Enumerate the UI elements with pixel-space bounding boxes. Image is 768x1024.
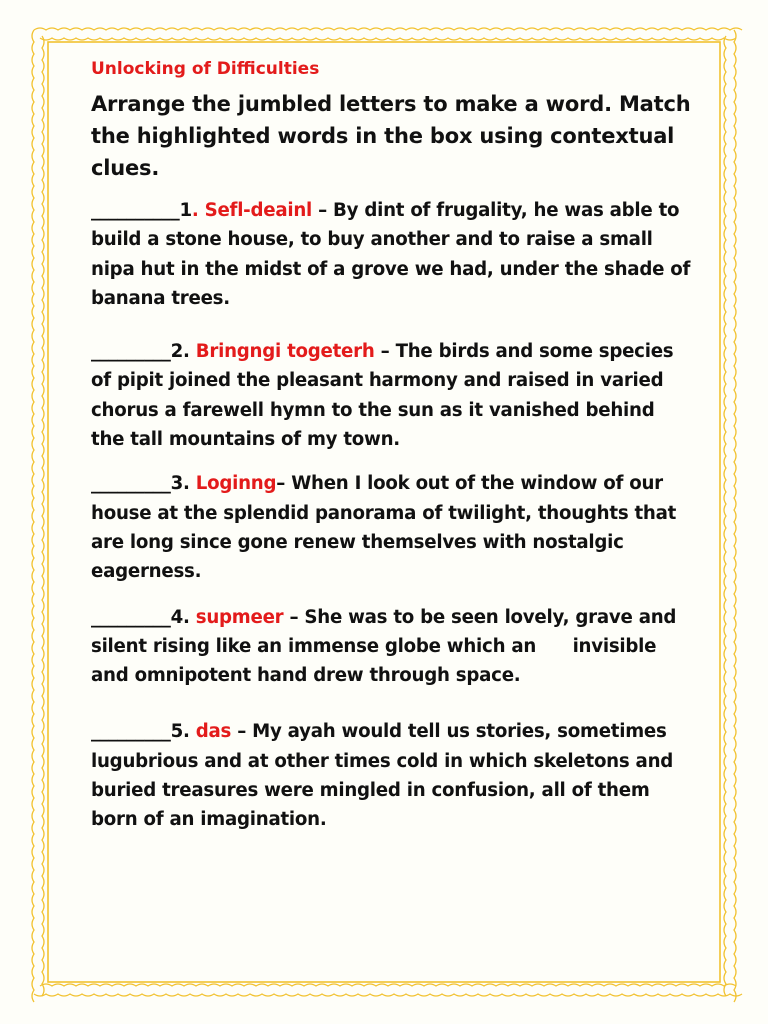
jumbled-word: Bringngi togeterh <box>189 341 375 363</box>
answer-blank[interactable]: _________ <box>91 341 171 363</box>
item-number: 4 <box>170 606 183 628</box>
answer-blank[interactable]: _________ <box>91 473 171 495</box>
worksheet-content <box>91 56 691 835</box>
instructions-text: Arrange the jumbled letters to make a word. Match the highlighted words in the box using contextual clues. <box>91 92 691 180</box>
item-number: 3 <box>170 473 183 495</box>
context-sentence: – By dint of frugality, he was able to build a stone house, to buy another and to raise a small nipa hut in the midst of a grove we had, under the shade of banana trees. <box>91 200 691 309</box>
section-title: Unlocking of Difficulties <box>91 59 320 79</box>
jumbled-word: Sefl-deainl <box>198 200 313 221</box>
context-sentence: – When I look out of the window of our house at the splendid panorama of twilight, thoughts that are long since gone renew themselves with nostalgic eagerness. <box>91 473 677 583</box>
exercise-item-2 <box>91 337 691 454</box>
item-separator: . <box>183 721 190 743</box>
exercise-item-3 <box>91 469 691 586</box>
answer-blank[interactable]: __________ <box>91 200 180 221</box>
jumbled-word: Loginng <box>189 473 277 495</box>
exercise-item-4 <box>91 603 691 691</box>
item-number: 5 <box>170 721 183 743</box>
item-separator: . <box>183 473 190 495</box>
jumbled-word: supmeer <box>189 606 284 628</box>
answer-blank[interactable]: _________ <box>91 721 171 743</box>
exercise-item-5 <box>91 717 691 834</box>
context-sentence: – She was to be seen lovely, grave and silent rising like an immense globe which an invisible and omnipotent hand drew through space. <box>91 606 683 687</box>
context-sentence: – The birds and some species of pipit joined the pleasant harmony and raised in varied chorus a farewell hymn to the sun as it vanished behind the tall mountains of my town. <box>91 341 674 451</box>
item-separator: . <box>183 341 190 363</box>
item-separator: . <box>183 606 190 628</box>
answer-blank[interactable]: _________ <box>91 606 171 628</box>
exercise-item-1 <box>91 196 691 313</box>
item-number: 1 <box>179 200 192 221</box>
jumbled-word: das <box>189 721 232 743</box>
context-sentence: – My ayah would tell us stories, sometimes lugubrious and at other times cold in which skeletons and buried treasures were mingled in confusion, all of them born of an imagination. <box>91 721 674 831</box>
item-separator: . <box>191 200 199 221</box>
item-number: 2 <box>170 341 183 363</box>
